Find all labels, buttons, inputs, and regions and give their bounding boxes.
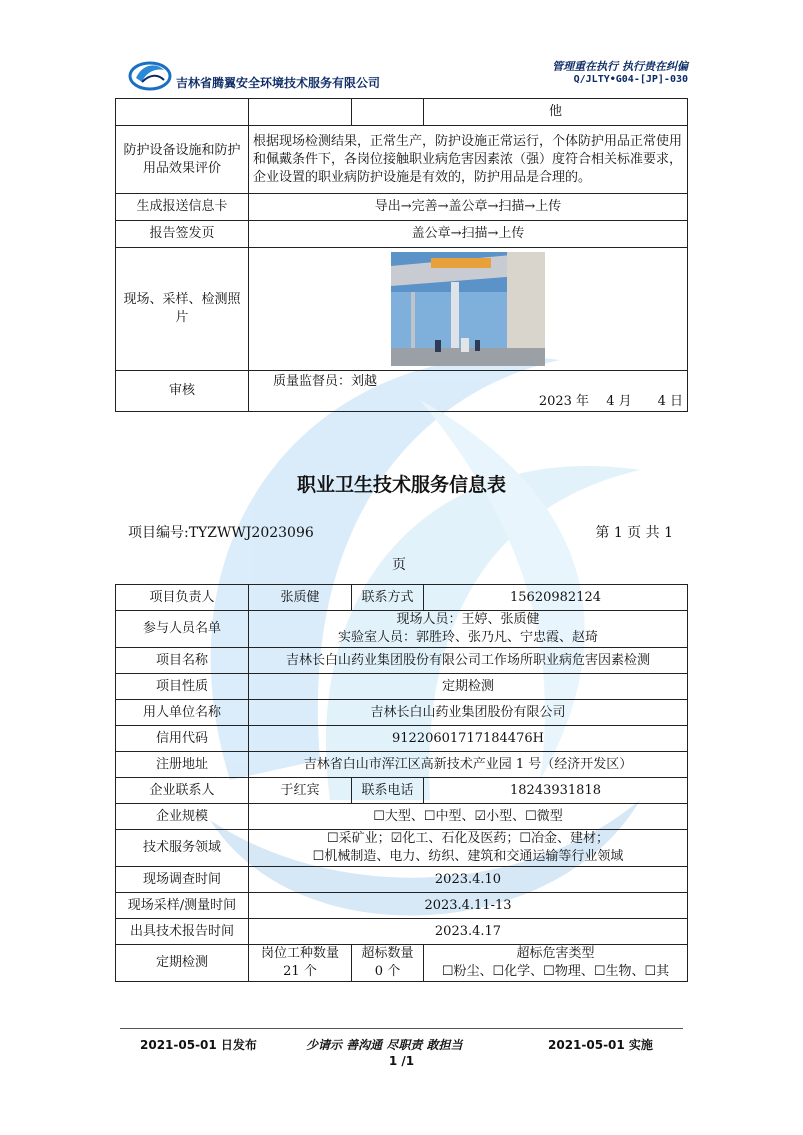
- footer-divider: [120, 1028, 683, 1029]
- table-row: [116, 648, 688, 674]
- auditor: 质量监督员：刘越: [273, 374, 378, 389]
- table-row: [116, 611, 688, 648]
- table-row: [116, 830, 688, 867]
- members-field: 现场人员：王婷、张质健: [396, 612, 540, 627]
- row-label: 企业规模: [116, 804, 249, 830]
- enterprise-contact: 于红宾: [249, 778, 352, 804]
- photo-cell: [249, 248, 688, 371]
- row-label: 出具技术报告时间: [116, 919, 249, 945]
- contact-value: 15620982124: [424, 585, 688, 611]
- project-number: 项目编号:TYZWWJ2023096: [128, 525, 314, 541]
- sampling-date: 2023.4.11-13: [249, 893, 688, 919]
- post-count-value: 21 个: [283, 964, 317, 979]
- continued-text: 他: [424, 99, 688, 126]
- post-count: [249, 945, 352, 982]
- enterprise-scale: ☐大型、☐中型、☑小型、☐微型: [249, 804, 688, 830]
- evaluation-text: 根据现场检测结果，正常生产，防护设施正常运行，个体防护用品正常使用和佩戴条件下，各岗位接触职业病危害因素浓（强）度符合相关标准要求，企业设置的职业病防护设施是有效的，防护用品是合理的。: [249, 126, 688, 194]
- row-label: 现场调查时间: [116, 867, 249, 893]
- project-nature: 定期检测: [249, 674, 688, 700]
- post-count-label: 岗位工种数量: [260, 946, 339, 961]
- leader-value: 张质健: [249, 585, 352, 611]
- row-label: 用人单位名称: [116, 700, 249, 726]
- exceed-count: [352, 945, 424, 982]
- hazard-type: [424, 945, 688, 982]
- table-cell: [249, 99, 352, 126]
- company-name: 吉林省腾翼安全环境技术服务有限公司: [176, 76, 381, 90]
- row-label: 定期检测: [116, 945, 249, 982]
- page-info: 第 1 页 共 1: [595, 525, 673, 541]
- table-row: [116, 371, 688, 412]
- footer-motto: 少请示 善沟通 尽职责 敢担当: [306, 1038, 463, 1052]
- table-row: [116, 804, 688, 830]
- page-number: 1 /1: [388, 1054, 415, 1068]
- document-code: Q/JLTY•G04-[JP]-030: [573, 74, 688, 85]
- table-row: [116, 126, 688, 194]
- table-cell: [116, 99, 249, 126]
- row-label: 现场采样/测量时间: [116, 893, 249, 919]
- table-row: [116, 700, 688, 726]
- table-row: [116, 248, 688, 371]
- table-row: [116, 221, 688, 248]
- service-field-line: ☐采矿业；☑化工、石化及医药；☐冶金、建材；: [327, 831, 609, 846]
- form-title: 职业卫生技术服务信息表: [296, 474, 506, 496]
- service-info-table: [115, 584, 688, 982]
- hazard-type-value: ☐粉尘、☐化学、☐物理、☐生物、☐其: [441, 964, 670, 979]
- credit-code: 91220601717184476H: [249, 726, 688, 752]
- audit-date: 2023 年 4 月 4 日: [538, 394, 683, 409]
- phone-label: 联系电话: [352, 778, 424, 804]
- row-label: 现场、采样、检测照片: [116, 248, 249, 371]
- table-row: [116, 726, 688, 752]
- row-label: 信用代码: [116, 726, 249, 752]
- evaluation-table: [115, 98, 688, 412]
- table-row: [116, 945, 688, 982]
- table-cell: [352, 99, 424, 126]
- row-label: 报告签发页: [116, 221, 249, 248]
- contact-label: 联系方式: [352, 585, 424, 611]
- row-label: 参与人员名单: [116, 611, 249, 648]
- table-row: [116, 585, 688, 611]
- audit-cell: [249, 371, 688, 412]
- hazard-type-label: 超标危害类型: [516, 946, 595, 961]
- row-label: 注册地址: [116, 752, 249, 778]
- table-row: [116, 674, 688, 700]
- site-photo: [391, 252, 545, 366]
- report-date: 2023.4.17: [249, 919, 688, 945]
- survey-date: 2023.4.10: [249, 867, 688, 893]
- row-label: 审核: [116, 371, 249, 412]
- table-row: [116, 99, 688, 126]
- project-name: 吉林长白山药业集团股份有限公司工作场所职业病危害因素检测: [249, 648, 688, 674]
- exceed-count-value: 0 个: [374, 964, 401, 979]
- row-value: 导出→完善→盖公章→扫描→上传: [249, 194, 688, 221]
- table-row: [116, 778, 688, 804]
- footer-effective: 2021-05-01 实施: [548, 1038, 653, 1052]
- row-label: 项目名称: [116, 648, 249, 674]
- row-value: 盖公章→扫描→上传: [249, 221, 688, 248]
- row-label: 技术服务领域: [116, 830, 249, 867]
- company-logo-icon: [128, 56, 172, 92]
- exceed-count-label: 超标数量: [361, 946, 414, 961]
- members-lab: 实验室人员：郭胜玲、张乃凡、宁忠霞、赵琦: [337, 630, 598, 645]
- row-label: 企业联系人: [116, 778, 249, 804]
- table-row: [116, 752, 688, 778]
- row-label: 项目负责人: [116, 585, 249, 611]
- row-label: 生成报送信息卡: [116, 194, 249, 221]
- table-row: [116, 867, 688, 893]
- table-row: [116, 194, 688, 221]
- service-field: [249, 830, 688, 867]
- project-number-line: [128, 522, 673, 542]
- page-info-wrap: 页: [392, 557, 406, 573]
- header-slogan: 管理重在执行 执行贵在纠偏: [552, 60, 688, 73]
- table-row: [116, 919, 688, 945]
- footer-issued: 2021-05-01 日发布: [140, 1038, 257, 1052]
- row-label: 防护设备设施和防护用品效果评价: [116, 126, 249, 194]
- members-value: [249, 611, 688, 648]
- service-field-line: ☐机械制造、电力、纺织、建筑和交通运输等行业领域: [312, 849, 624, 864]
- row-label: 项目性质: [116, 674, 249, 700]
- enterprise-phone: 18243931818: [424, 778, 688, 804]
- registered-address: 吉林省白山市浑江区高新技术产业园 1 号（经济开发区）: [249, 752, 688, 778]
- table-row: [116, 893, 688, 919]
- employer-name: 吉林长白山药业集团股份有限公司: [249, 700, 688, 726]
- page-header: [0, 0, 803, 100]
